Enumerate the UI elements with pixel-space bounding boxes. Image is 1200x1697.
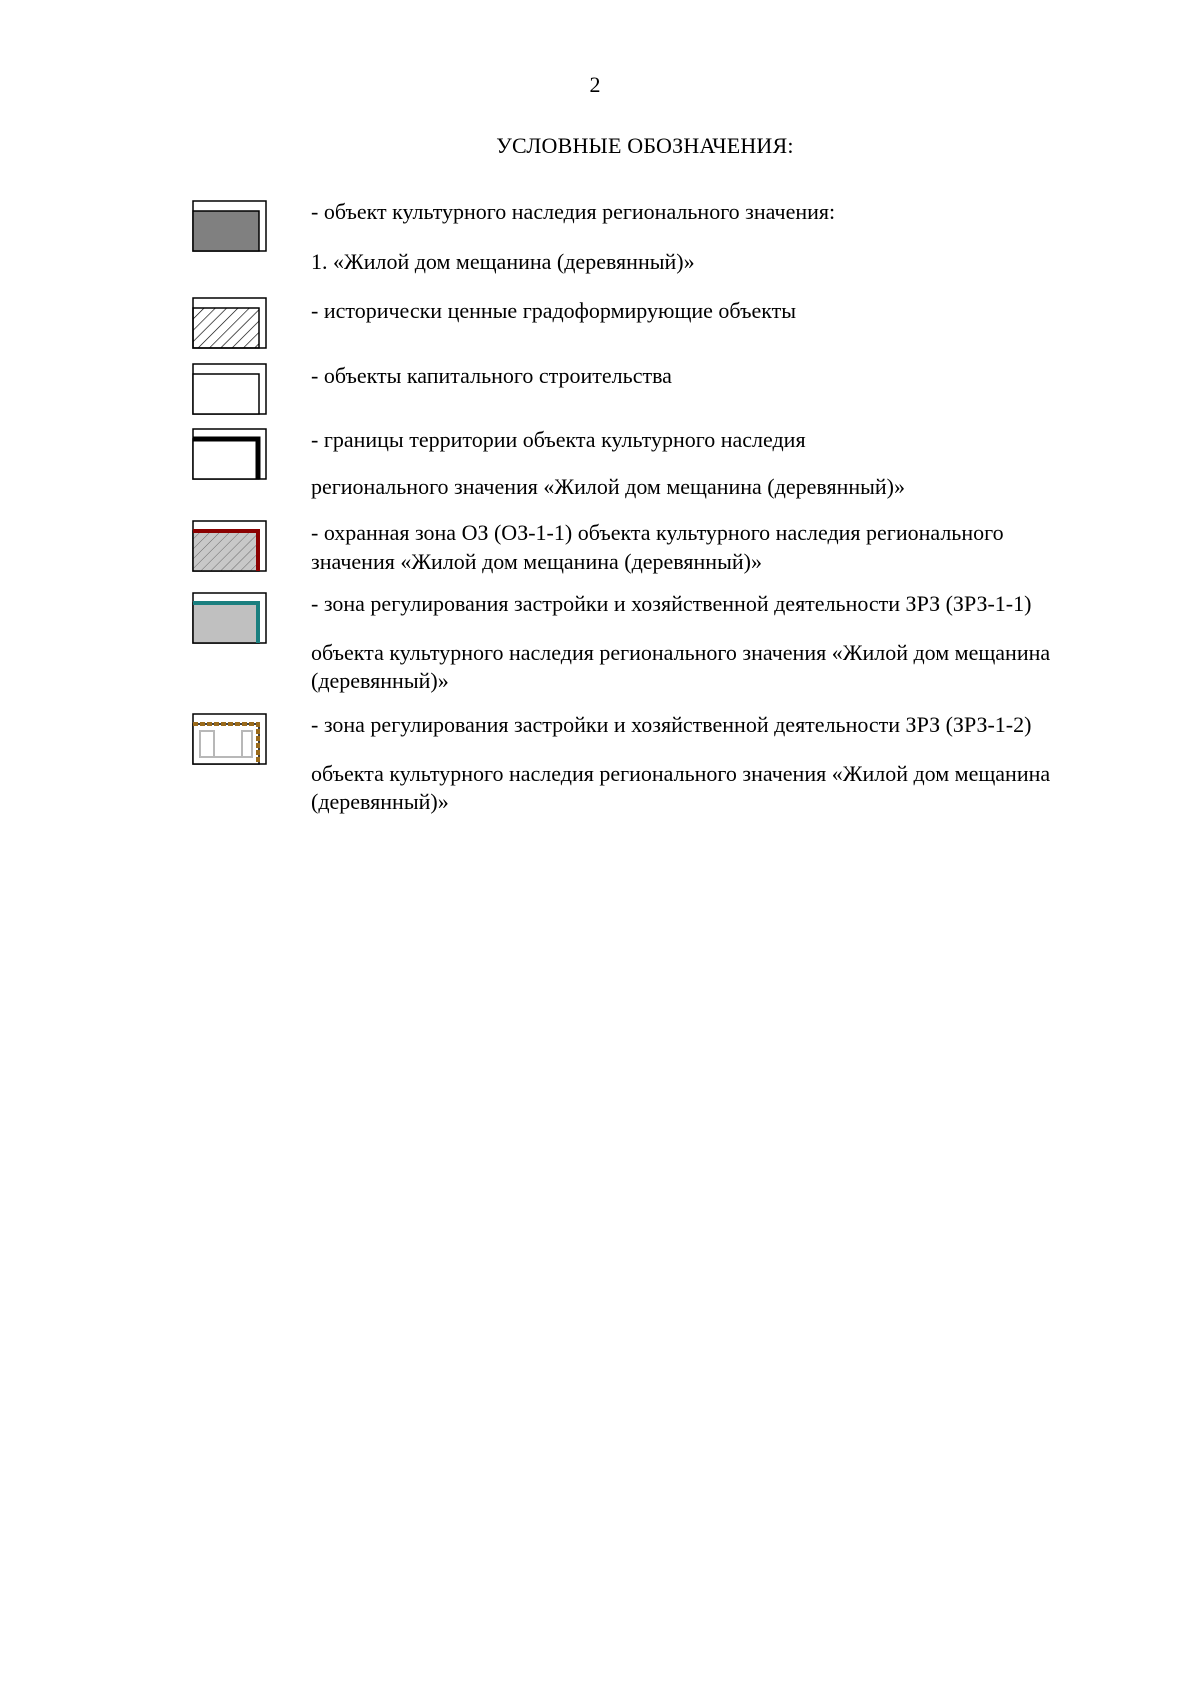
protection-zone-icon <box>192 520 267 572</box>
legend-item-7-line-2: объекта культурного наследия регионального значения «Жилой дом мещанина <box>311 761 1051 786</box>
legend-item-4-line-2: регионального значения «Жилой дом мещанина (деревянный)» <box>311 474 905 499</box>
legend-item-7-line-1: - зона регулирования застройки и хозяйственной деятельности ЗРЗ (ЗРЗ-1-2) <box>311 712 1032 737</box>
legend-item-6-line-2: объекта культурного наследия регионального значения «Жилой дом мещанина <box>311 640 1051 665</box>
legend-item-1-line-1: - объект культурного наследия регионального значения: <box>311 199 836 224</box>
legend-item-6-line-1: - зона регулирования застройки и хозяйственной деятельности ЗРЗ (ЗРЗ-1-1) <box>311 591 1032 616</box>
legend-item-3-line-1: - объекты капитального строительства <box>311 363 672 388</box>
hatched-historic-object-icon <box>192 297 267 349</box>
legend-item-5-line-1: - охранная зона ОЗ (ОЗ-1-1) объекта культурного наследия регионального <box>311 520 1004 545</box>
legend-item-7-line-3: (деревянный)» <box>311 789 449 814</box>
legend-title: УСЛОВНЫЕ ОБОЗНАЧЕНИЯ: <box>496 133 794 158</box>
regulation-zone-2-icon <box>192 713 267 765</box>
legend-item-4-line-1: - границы территории объекта культурного наследия <box>311 427 806 452</box>
heritage-object-icon <box>192 200 267 252</box>
legend-item-2-line-1: - исторически ценные градоформирующие объекты <box>311 298 796 323</box>
legend-item-6-line-3: (деревянный)» <box>311 668 449 693</box>
capital-construction-icon <box>192 363 267 415</box>
page-number: 2 <box>589 72 601 97</box>
legend-item-5-line-2: значения «Жилой дом мещанина (деревянный)» <box>311 549 762 574</box>
territory-boundary-icon <box>192 428 267 480</box>
regulation-zone-1-icon <box>192 592 267 644</box>
legend-item-1-line-2: 1. «Жилой дом мещанина (деревянный)» <box>311 249 695 274</box>
